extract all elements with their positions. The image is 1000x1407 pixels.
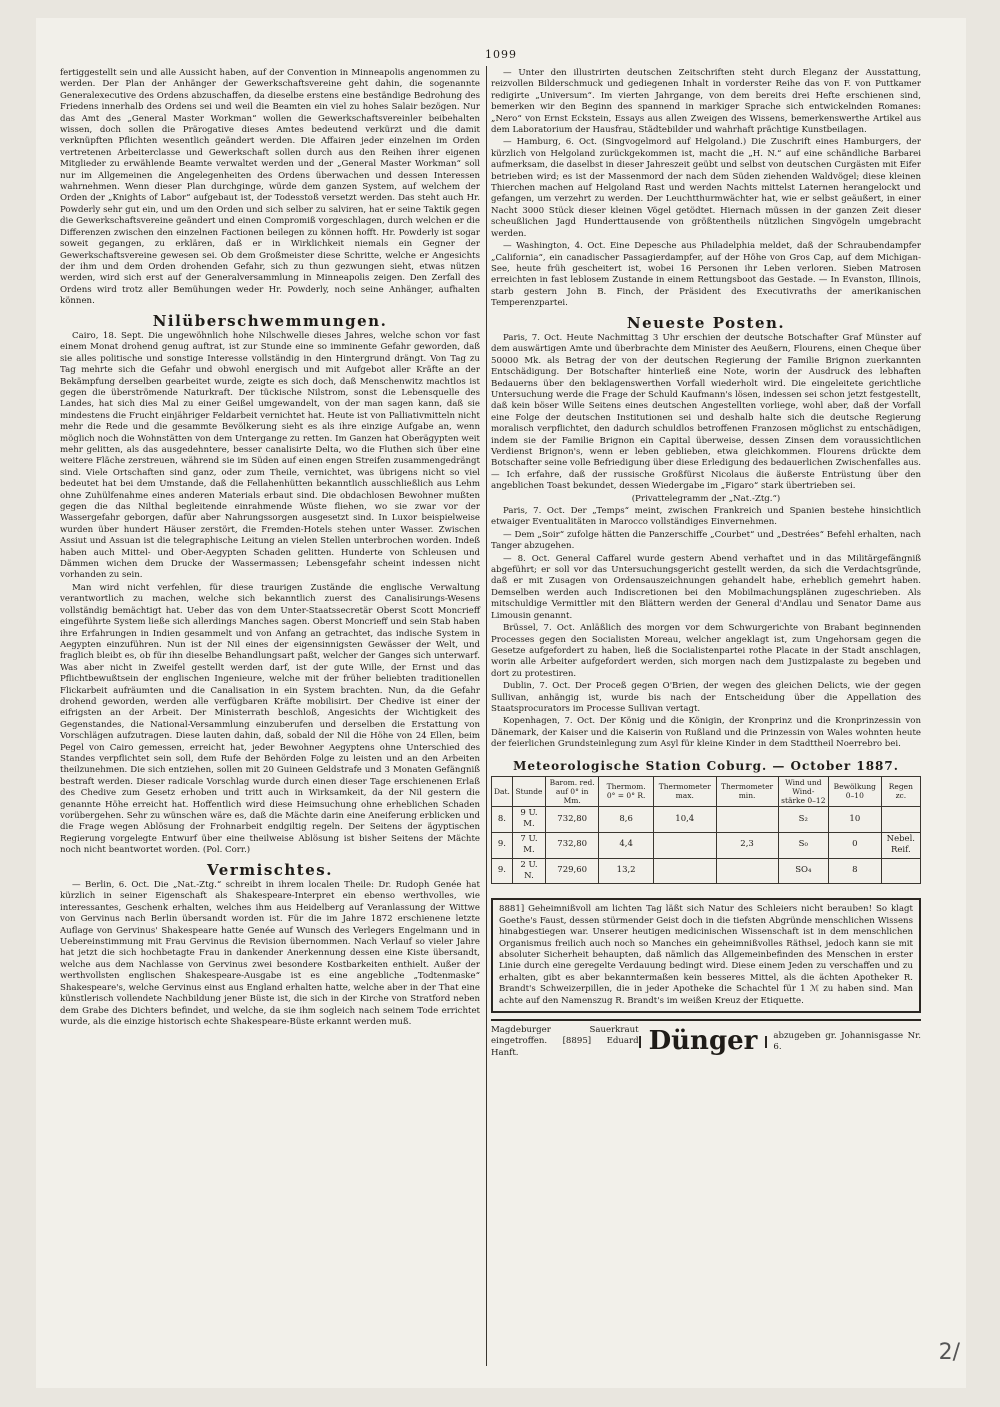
- table-cell: 2 U. N.: [512, 858, 545, 884]
- table-cell: 4,4: [599, 832, 654, 858]
- article-kopenhagen: Kopenhagen, 7. Oct. Der König und die Königin, der Kronprinz und die Kronprinzessin von Dänemark, der Kaiser und die Kaiserin von Rußland und die Prinzessin von Wales wohnten heute der feierlichen Grundsteinlegung zum Asyl für kleine Kinder in dem Stadttheil Noerrebro bei.: [491, 716, 921, 750]
- table-cell: 9.: [492, 858, 513, 884]
- article-berlin: — Berlin, 6. Oct. Die „Nat.-Ztg.“ schreibt in ihrem localen Theile: Dr. Rudoph Genée hat kürzlich in seiner Eigenschaft als Shakespeare-Interpret ein ebenso werthvolles, wie interessantes, Geschenk erhalten, welches ihm aus Heidelberg auf Veranlassung der Wittwe von Gervinus nach Berlin übersandt worden ist. Für die im Jahre 1872 erschienene letzte Auflage von Gervinus' Shakespeare hatte Genée auf Wunsch des Verlegers Engelmann und in Uebereinstimmung mit Frau Gervinus die Revision übernommen. Nach Verlauf so vieler Jahre hat jetzt die sich hochbetagte Frau in dankender Anerkennung dessen eine Kiste übersandt, welche aus dem Nachlasse von Gervinus zwei besondere Kostbarkeiten enthielt. Außer der werthvollsten englischen Shakespeare-Ausgabe ist es eine angebliche „Todtenmaske“ Shakespeare's, welche Gervinus einst aus England erhalten hatte, welche aber in der That eine künstlerisch vollendete Nachbildung jener Büste ist, die sich in der Kirche von Stratford neben dem Grabe des Dichters befindet, und welche, da sie ihm sogleich nach seinem Tode errichtet wurde, als die einzige historisch echte Shakespeare-Büste erkannt werden muß.: [60, 880, 480, 1027]
- column-divider: [486, 66, 487, 1366]
- handwritten-margin-mark: 2/: [938, 1340, 960, 1365]
- table-cell: 8.: [492, 806, 513, 832]
- article-nile-1: Cairo, 18. Sept. Die ungewöhnlich hohe Nilschwelle dieses Jahres, welche schon vor fast einem Monat drohend genug auftrat, ist zur Stunde eine so imminente Gefahr geworden, daß sie alles politische und sonstige Interesse vollständig in den Hintergrund drängt. Von Tag zu Tag mehrte sich die Gefahr und obwohl energisch und mit Aufgebot aller Kräfte an der Bekämpfung derselben gearbeitet wurde, zeigte es sich doch, daß Menschenwitz machtlos ist gegen die überströmende Naturkraft. Der tückische Nilstrom, sonst die Lebensquelle des Landes, hat sich dies Mal zu einer Geißel umgewandelt, von der man sagen kann, daß sie mindestens die Frucht einjähriger Feldarbeit vernichtet hat. Heute ist von Palliativmitteln nicht mehr die Rede und die gesammte Bevölkerung sieht es als ihre einzige Aufgabe an, wenn möglich noch die Wohnstätten von dem Untergange zu retten. Im Ganzen hat Oberägypten weit mehr gelitten, als das ausgedehntere, besser canalisirte Delta, wo die Fluthen sich über eine weitere Fläche zerstreuen, während sie im Süden auf einen engen Streifen zusammengedrängt sind. Viele Ortschaften sind ganz, oder zum Theile, vernichtet, was übrigens nicht so viel bedeutet hat bei dem Umstande, daß die Fellahenhütten bekanntlich ausschließlich aus Lehm ohne Zuhülfenahme eines anderen Materials erbaut sind. Die obdachlosen Bewohner mußten gegen die das Nilthal begleitende einrahmende Wüste fliehen, wo sie zwar vor der Wassergefahr geborgen, dafür aber Nahrungssorgen ausgesetzt sind. In Luxor beispielweise wurden über hundert Häuser zerstört, die Fremden-Hotels stehen unter Wasser. Zwischen Assiut und Assuan ist die telegraphische Leitung an vielen Stellen unterbrochen worden. Indeß haben auch Mittel- und Ober-Aegypten Schaden gelitten. Hunderte von Schleusen und Dämmen wichen dem Drucke der Wassermassen; Lebensgefahr scheint indessen nicht vorhanden zu sein.: [60, 330, 480, 581]
- table-row: [492, 806, 921, 832]
- table-cell: SO₄: [778, 858, 828, 884]
- table-row: [492, 858, 921, 884]
- article-paris-1: Paris, 7. Oct. Heute Nachmittag 3 Uhr erschien der deutsche Botschafter Graf Münster auf dem auswärtigen Amte und überbrachte dem Minister des Aeußern, Flourens, einen Cheque über 50000 Mk. als Betrag der von der deutschen Regierung der Familie Brignon zuerkannten Entschädigung. Der Botschafter hinterließ eine Note, worin der Ausdruck des lebhaften Bedauerns über den beklagenswerthen Vorfall wiederholt wird. Die eingeleitete gerichtliche Untersuchung werde die Frage der Schuld Kaufmann's lösen, indessen sei schon jetzt festgestellt, daß kein böser Wille Seitens eines deutschen Angestellten vorliege, wohl aber, daß der Vorfall eine Folge der deutschen Institutionen sei und deshalb halte sich die deutsche Regierung moralisch verpflichtet, den dadurch schuldlos betroffenen Franzosen möglichst zu entschädigen, indem sie der Familie Brignon ein Capital überweise, dessen Zinsen dem voraussichtlichen Verdienst Brignon's, wenn er leben geblieben, etwa gleichkommen. Flourens drückte dem Botschafter seine volle Befriedigung über diese Erledigung des bedauerlichen Zwischenfalles aus. — Ich erfahre, daß der russische Großfürst Nicolaus die äußerste Entrüstung über den angeblichen Toast bekundet, dessen Wiedergabe im „Figaro“ stark übertrieben sei.: [491, 332, 921, 492]
- left-column: [60, 68, 480, 1029]
- ad-sauerkraut: Magdeburger Sauerkraut eingetroffen. [8895] Eduard Hanft.: [491, 1025, 639, 1058]
- article-dublin: Dublin, 7. Oct. Der Proceß gegen O'Brien, der wegen des gleichen Delicts, wie der gegen Sullivan, anhängig ist, wurde bis nach der Entscheidung über die Appellation des Staatsprocurators im Processe Sullivan vertagt.: [491, 681, 921, 714]
- right-column: [491, 68, 921, 1059]
- advertisement-schweizerpillen: [491, 898, 921, 1013]
- table-cell: 0: [828, 832, 881, 858]
- col-header: Thermom. 0° = 0° R.: [599, 776, 654, 806]
- article-washington: — Washington, 4. Oct. Eine Depesche aus Philadelphia meldet, daß der Schraubendampfer „California“, ein canadischer Passagierdampfer, auf der Höhe von Gros Cap, auf dem Michigan-See, heute früh gescheitert ist, wobei 16 Personen ihr Leben verloren. Sieben Matrosen erreichten in fast leblosem Zustande in einem Rettungsboot das Gestade. — In Evanston, Illinois, starb gestern John B. Finch, der Präsident des Executivraths der amerikanischen Temperenzpartei.: [491, 241, 921, 309]
- table-cell: [654, 832, 717, 858]
- table-cell: [881, 858, 920, 884]
- newspaper-page: [36, 18, 966, 1388]
- table-cell: 9 U. M.: [512, 806, 545, 832]
- article-paris-1-source: (Privattelegramm der „Nat.-Ztg.“): [631, 493, 781, 504]
- table-cell: [716, 806, 778, 832]
- weather-station-title: Meteorologische Station Coburg. — October 1887.: [513, 758, 899, 773]
- table-cell: [716, 858, 778, 884]
- table-cell: 9.: [492, 832, 513, 858]
- article-paris-caffarel: — 8. Oct. General Caffarel wurde gestern Abend verhaftet und in das Militärgefängniß abgeführt; er soll vor das Untersuchungsgericht gestellt werden, da sich die Verdachtsgründe, daß er mit Zusagen von Ordensauszeichnungen gehandelt habe, erheblich gemehrt haben. Demselben werden auch Indiscretionen bei den Mobilmachungsplänen zugeschrieben. Als mitschuldige Vermittler mit den Blättern werden der General d'Andlau und Senator Dame aus Limousin genannt.: [491, 553, 921, 621]
- weather-table: [491, 776, 921, 884]
- heading-vermischtes: Vermischtes.: [207, 860, 333, 879]
- advertisement-row: [491, 1019, 921, 1059]
- table-cell: S₂: [778, 806, 828, 832]
- table-cell: Nebel. Reif.: [881, 832, 920, 858]
- table-cell: [881, 806, 920, 832]
- page-number: 1099: [485, 48, 517, 61]
- ad-duenger-title: Dünger: [639, 1036, 768, 1047]
- ad-duenger-address: abzugeben gr. Johannisgasse Nr. 6.: [773, 1030, 921, 1053]
- article-bruessel: Brüssel, 7. Oct. Anläßlich des morgen vor dem Schwurgerichte von Brabant beginnenden Processes gegen den Socialisten Moreau, welcher angeklagt ist, zum Ungehorsam gegen die Gesetze aufgefordert zu haben, ließ die Socialistenpartei rothe Placate in der Stadt anschlagen, worin alle Arbeiter aufgefordert werden, sich morgen nach dem Justizpalaste zu begeben und dort zu protestiren.: [491, 623, 921, 679]
- article-paris-soir: — Dem „Soir“ zufolge hätten die Panzerschiffe „Courbet“ und „Destrées“ Befehl erhalten, nach Tanger abzugehen.: [491, 529, 921, 552]
- col-header: Dat.: [492, 776, 513, 806]
- col-header: Regen zc.: [881, 776, 920, 806]
- table-cell: 8,6: [599, 806, 654, 832]
- col-header: Wind und Wind-stärke 0–12: [778, 776, 828, 806]
- table-cell: 2,3: [716, 832, 778, 858]
- table-row: [492, 832, 921, 858]
- article-knights-of-labor: fertiggestellt sein und alle Aussicht haben, auf der Convention in Minneapolis angenommen zu werden. Der Plan der Anhänger der Gewerkschaftsvereine geht dahin, die sogenannte Generalexecutive des Ordens abzuschaffen, da dieselbe erstens eine beständige Bedrohung des Friedens innerhalb des Ordens sei und weil die Beamten ein viel zu hohes Salair bezögen. Nur das Amt des „General Master Workman“ wollen die Gewerkschaftsvereinler beibehalten wissen, doch sollen die Prärogative dieses Amtes bedeutend verkürzt und die damit verknüpften Pflichten wesentlich geändert werden. Die Affairen jeder einzelnen im Orden vertretenen Arbeiterclasse und Gewerkschaft sollen durch aus den Reihen ihrer eigenen Mitglieder zu erwählende Beamte verwaltet werden und der „General Master Workman“ soll nur im Allgemeinen die Angelegenheiten des Ordens überwachen und dessen Interessen wahrnehmen. Wenn dieser Plan durchginge, würde dem ganzen System, auf welchem der Orden der „Knights of Labor“ aufgebaut ist, der Todesstoß versetzt werden. Das steht auch Hr. Powderly sehr gut ein, und um den Orden und sich selber zu salviren, hat er seine Taktik gegen die Gewerkschaftsvereine geändert und einen Compromiß vorgeschlagen, durch welchen er die Differenzen zwischen den einzelnen Factionen beilegen zu können hofft. Hr. Powderly ist sogar soweit gegangen, zu erklären, daß er in Wirklichkeit niemals ein Gegner der Gewerkschaftsvereine gewesen sei. Ob dem Großmeister diese Schritte, welche er Angesichts der ihm und dem Orden drohenden Gefahr, sich zu thun gezwungen sieht, etwas nützen werden, wird sich erst auf der Generalversammlung in Minneapolis zeigen. Den Zerfall des Ordens wird trotz aller Bemühungen weder Hr. Powderly, noch seine Anhänger, aufhalten können.: [60, 68, 480, 307]
- table-cell: 729,60: [546, 858, 599, 884]
- article-hamburg: — Hamburg, 6. Oct. (Singvogelmord auf Helgoland.) Die Zuschrift eines Hamburgers, der kürzlich von Helgoland zurückgekommen ist, macht die „H. N.“ auf eine schändliche Barbarei aufmerksam, die daselbst in dieser Jahreszeit geübt und selbst von deutschen Curgästen mit Eifer betrieben wird; es ist der Massenmord der nach dem Süden ziehenden Waldvögel; diese kleinen Thierchen machen auf Helgoland Rast und werden Nachts mittelst Laternen herangelockt und gefangen, um verzehrt zu werden. Der Leuchtthurmwächter hat, wie er selbst geäußert, in einer Nacht 3000 Stück dieser kleinen Vögel getödtet. Hiernach müssen in der ganzen Zeit dieser scheußlichen Jagd Hunderttausende von größtentheils nützlichen Singvögeln umgebracht werden.: [491, 137, 921, 239]
- table-cell: 8: [828, 858, 881, 884]
- table-cell: 10,4: [654, 806, 717, 832]
- ad-text: 8881] Geheimnißvoll am lichten Tag läßt sich Natur des Schleiers nicht berauben! So klagt Goethe's Faust, dessen stürmender Geist doch in die tiefsten Abgründe menschlichen Wissens hinabgestiegen war. Unserer heutigen medicinischen Wissenschaft ist in dem menschlichen Organismus freilich auch noch so Manches ein geheimnißvolles Räthsel, jedoch kann sie mit absoluter Sicherheit behaupten, daß nämlich das Allgemeinbefinden des Menschen in erster Linie durch eine geregelte Verdauung bedingt wird. Diese einem Jeden zu verschaffen und zu erhalten, gibt es aber bekanntermaßen kein besseres Mittel, als die ächten Apotheker R. Brandt's Schweizerpillen, die in jeder Apotheke die Schachtel für 1 ℳ zu haben sind. Man achte auf den Namenszug R. Brandt's im weißen Kreuz der Etiquette.: [499, 904, 913, 1006]
- weather-table-header: [492, 776, 921, 806]
- col-header: Thermometer min.: [716, 776, 778, 806]
- table-cell: 10: [828, 806, 881, 832]
- table-cell: 732,80: [546, 806, 599, 832]
- article-universum: — Unter den illustrirten deutschen Zeitschriften steht durch Eleganz der Ausstattung, reizvollen Bilderschmuck und gediegenen Inhalt in vorderster Reihe das von F. von Puttkamer redigirte „Universum“. Im vierten Jahrgange, von dem bereits drei Hefte erschienen sind, bemerken wir den Beginn des spannend in markiger Sprache sich entwickelnden Romanes: „Nero“ von Ernst Eckstein, Essays aus allen Zweigen des Wissens, bemerkenswerthe Artikel aus dem Laboratorium der Hausfrau, Städtebilder und wahrhaft prächtige Kunstbeilagen.: [491, 68, 921, 136]
- heading-nile: Nilüberschwemmungen.: [152, 311, 388, 330]
- col-header: Stunde: [512, 776, 545, 806]
- table-cell: S₀: [778, 832, 828, 858]
- table-cell: 7 U. M.: [512, 832, 545, 858]
- table-cell: 13,2: [599, 858, 654, 884]
- article-paris-2: Paris, 7. Oct. Der „Temps“ meint, zwischen Frankreich und Spanien bestehe hinsichtlich etwaiger Eventualitäten in Marocco vollständiges Einvernehmen.: [491, 506, 921, 528]
- col-header: Thermometer max.: [654, 776, 717, 806]
- article-nile-2: Man wird nicht verfehlen, für diese traurigen Zustände die englische Verwaltung verantwortlich zu machen, welche sich bekanntlich zuerst des Canalisirungs-Wesens vollständig bemächtigt hat. Ueber das von dem Unter-Staatssecretär Oberst Scott Moncrieff eingeführte System ließe sich allerdings Manches sagen. Oberst Moncrieff und sein Stab haben ihre Erfahrungen in Indien gesammelt und von Anfang an getrachtet, das indische System in Aegypten einzuführen. Nun ist der Nil eines der eigensinnigsten Gewässer der Welt, und fraglich bleibt es, ob für ihn dieselbe Behandlungsart paßt, welcher der Ganges sich unterwarf. Was aber nicht in Zweifel gestellt werden darf, ist der gute Wille, der Ernst und das Pflichtbewußtsein der englischen Ingenieure, welche mit der früher beliebten traditionellen Flickarbeit aufräumten und die Canalisation in ein System brachten. Nun, da die Gefahr drohend geworden, werden alle verfügbaren Kräfte mobilisirt. Der Chedive ist einer der eifrigsten an der Arbeit. Der Ministerrath beschloß, Angesichts der Wichtigkeit des Gegenstandes, die National-Versammlung einzuberufen und derselben die Erstattung von Vorschlägen aufzutragen. Diese lauten dahin, daß, sobald der Nil die Höhe von 24 Ellen, beim Pegel von Cairo gemessen, erreicht hat, jeder Bewohner Aegyptens ohne Unterschied des Standes verpflichtet sein soll, dem Rufe der Behörden Folge zu leisten und an den Arbeiten theilzunehmen. Die sich entziehen, sollen mit 20 Guineen Geldstrafe und 3 Monaten Gefängniß bestraft werden. Dieser radicale Vorschlag wurde durch einen dieser Tage erschienenen Erlaß des Chedive zum Gesetz erhoben und tritt auch in Wirksamkeit, da der Nil gestern die genannte Höhe erreicht hat. Hoffentlich wird diese Heimsuchung ohne erheblichen Schaden vorübergehen. Sehr zu wünschen wäre es, daß die Mächte darin eine Aneiferung erblicken und die Frage wegen Ablösung der Frohnarbeit endgiltig regeln. Der Seitens der ägyptischen Regierung vorgelegte Entwurf über eine theilweise Ablösung ist bisher Seitens der Mächte noch nicht beantwortet worden. (Pol. Corr.): [60, 582, 480, 856]
- table-cell: [654, 858, 717, 884]
- table-cell: 732,80: [546, 832, 599, 858]
- col-header: Bewölkung 0–10: [828, 776, 881, 806]
- heading-neueste-posten: Neueste Posten.: [626, 313, 786, 332]
- col-header: Barom. red. auf 0° in Mm.: [546, 776, 599, 806]
